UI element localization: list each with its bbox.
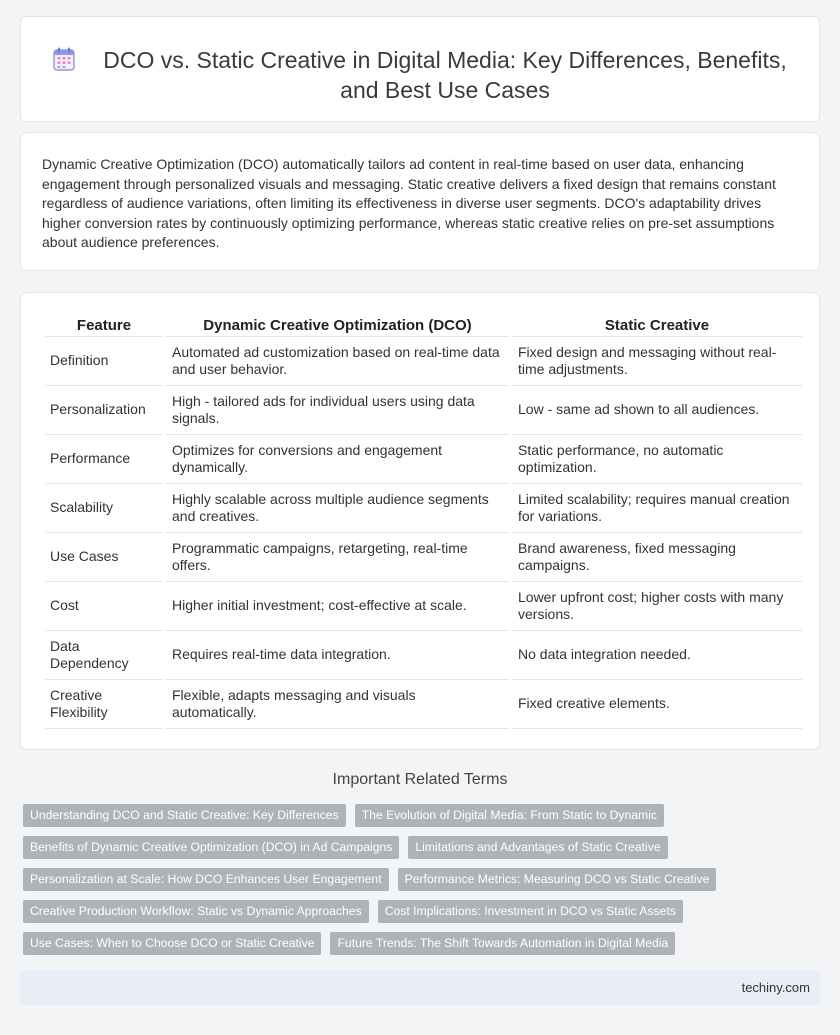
dco-cell: Programmatic campaigns, retargeting, real-time offers.: [166, 533, 509, 582]
static-cell: Low - same ad shown to all audiences.: [512, 386, 802, 435]
dco-cell: Higher initial investment; cost-effective at scale.: [166, 582, 509, 631]
dco-cell: Optimizes for conversions and engagement dynamically.: [166, 435, 509, 484]
feature-cell: Data Dependency: [45, 631, 163, 680]
header-dco: Dynamic Creative Optimization (DCO): [166, 317, 509, 337]
site-link[interactable]: techiny.com: [741, 980, 810, 995]
comparison-table: [42, 317, 805, 729]
table-row: [45, 386, 802, 435]
table-header-row: [45, 317, 802, 337]
calendar-grid-icon: [52, 46, 76, 72]
dco-cell: Requires real-time data integration.: [166, 631, 509, 680]
feature-cell: Performance: [45, 435, 163, 484]
related-terms-tags: [23, 804, 813, 964]
feature-cell: Use Cases: [45, 533, 163, 582]
static-cell: Limited scalability; requires manual creation for variations.: [512, 484, 802, 533]
table-row: [45, 582, 802, 631]
related-term-tag[interactable]: Understanding DCO and Static Creative: Key Differences: [23, 804, 346, 827]
related-term-tag[interactable]: Benefits of Dynamic Creative Optimization (DCO) in Ad Campaigns: [23, 836, 399, 859]
table-row: [45, 484, 802, 533]
feature-cell: Creative Flexibility: [45, 680, 163, 729]
table-row: [45, 435, 802, 484]
related-terms-heading: Important Related Terms: [332, 771, 508, 788]
static-cell: No data integration needed.: [512, 631, 802, 680]
tag-row: [23, 900, 813, 923]
static-cell: Brand awareness, fixed messaging campaigns.: [512, 533, 802, 582]
table-row: [45, 337, 802, 386]
table-row: [45, 680, 802, 729]
tag-row: [23, 836, 813, 859]
static-cell: Fixed design and messaging without real-time adjustments.: [512, 337, 802, 386]
related-term-tag[interactable]: Cost Implications: Investment in DCO vs Static Assets: [378, 900, 683, 923]
dco-cell: High - tailored ads for individual users using data signals.: [166, 386, 509, 435]
related-term-tag[interactable]: Future Trends: The Shift Towards Automation in Digital Media: [330, 932, 675, 955]
table-row: [45, 533, 802, 582]
intro-paragraph: Dynamic Creative Optimization (DCO) automatically tailors ad content in real-time based on user data, enhancing engagement through personalized visuals and messaging. Static creative delivers a fixed design that remains constant regardless of audience variations, often limiting its effectiveness in diverse user segments. DCO's adaptability drives higher conversion rates by continuously optimizing performance, whereas static creative relies on pre-set assumptions about audience preferences.: [42, 156, 776, 250]
table-row: [45, 631, 802, 680]
related-term-tag[interactable]: Performance Metrics: Measuring DCO vs Static Creative: [398, 868, 717, 891]
header-feature: Feature: [45, 317, 163, 337]
related-term-tag[interactable]: Use Cases: When to Choose DCO or Static Creative: [23, 932, 321, 955]
related-term-tag[interactable]: Personalization at Scale: How DCO Enhances User Engagement: [23, 868, 389, 891]
intro-card: [20, 132, 820, 271]
tag-row: [23, 868, 813, 891]
related-term-tag[interactable]: The Evolution of Digital Media: From Static to Dynamic: [355, 804, 664, 827]
feature-cell: Cost: [45, 582, 163, 631]
page-title: DCO vs. Static Creative in Digital Media: Key Differences, Benefits, and Best Use Cases: [103, 47, 787, 103]
feature-cell: Scalability: [45, 484, 163, 533]
comparison-table-card: [20, 292, 820, 750]
dco-cell: Highly scalable across multiple audience segments and creatives.: [166, 484, 509, 533]
static-cell: Static performance, no automatic optimization.: [512, 435, 802, 484]
static-cell: Lower upfront cost; higher costs with many versions.: [512, 582, 802, 631]
dco-cell: Automated ad customization based on real-time data and user behavior.: [166, 337, 509, 386]
title-card: [20, 16, 820, 122]
header-static: Static Creative: [512, 317, 802, 337]
related-term-tag[interactable]: Limitations and Advantages of Static Creative: [408, 836, 667, 859]
footer: [20, 970, 820, 1005]
feature-cell: Definition: [45, 337, 163, 386]
feature-cell: Personalization: [45, 386, 163, 435]
tag-row: [23, 804, 813, 827]
tag-row: [23, 932, 813, 955]
dco-cell: Flexible, adapts messaging and visuals automatically.: [166, 680, 509, 729]
related-term-tag[interactable]: Creative Production Workflow: Static vs Dynamic Approaches: [23, 900, 369, 923]
static-cell: Fixed creative elements.: [512, 680, 802, 729]
